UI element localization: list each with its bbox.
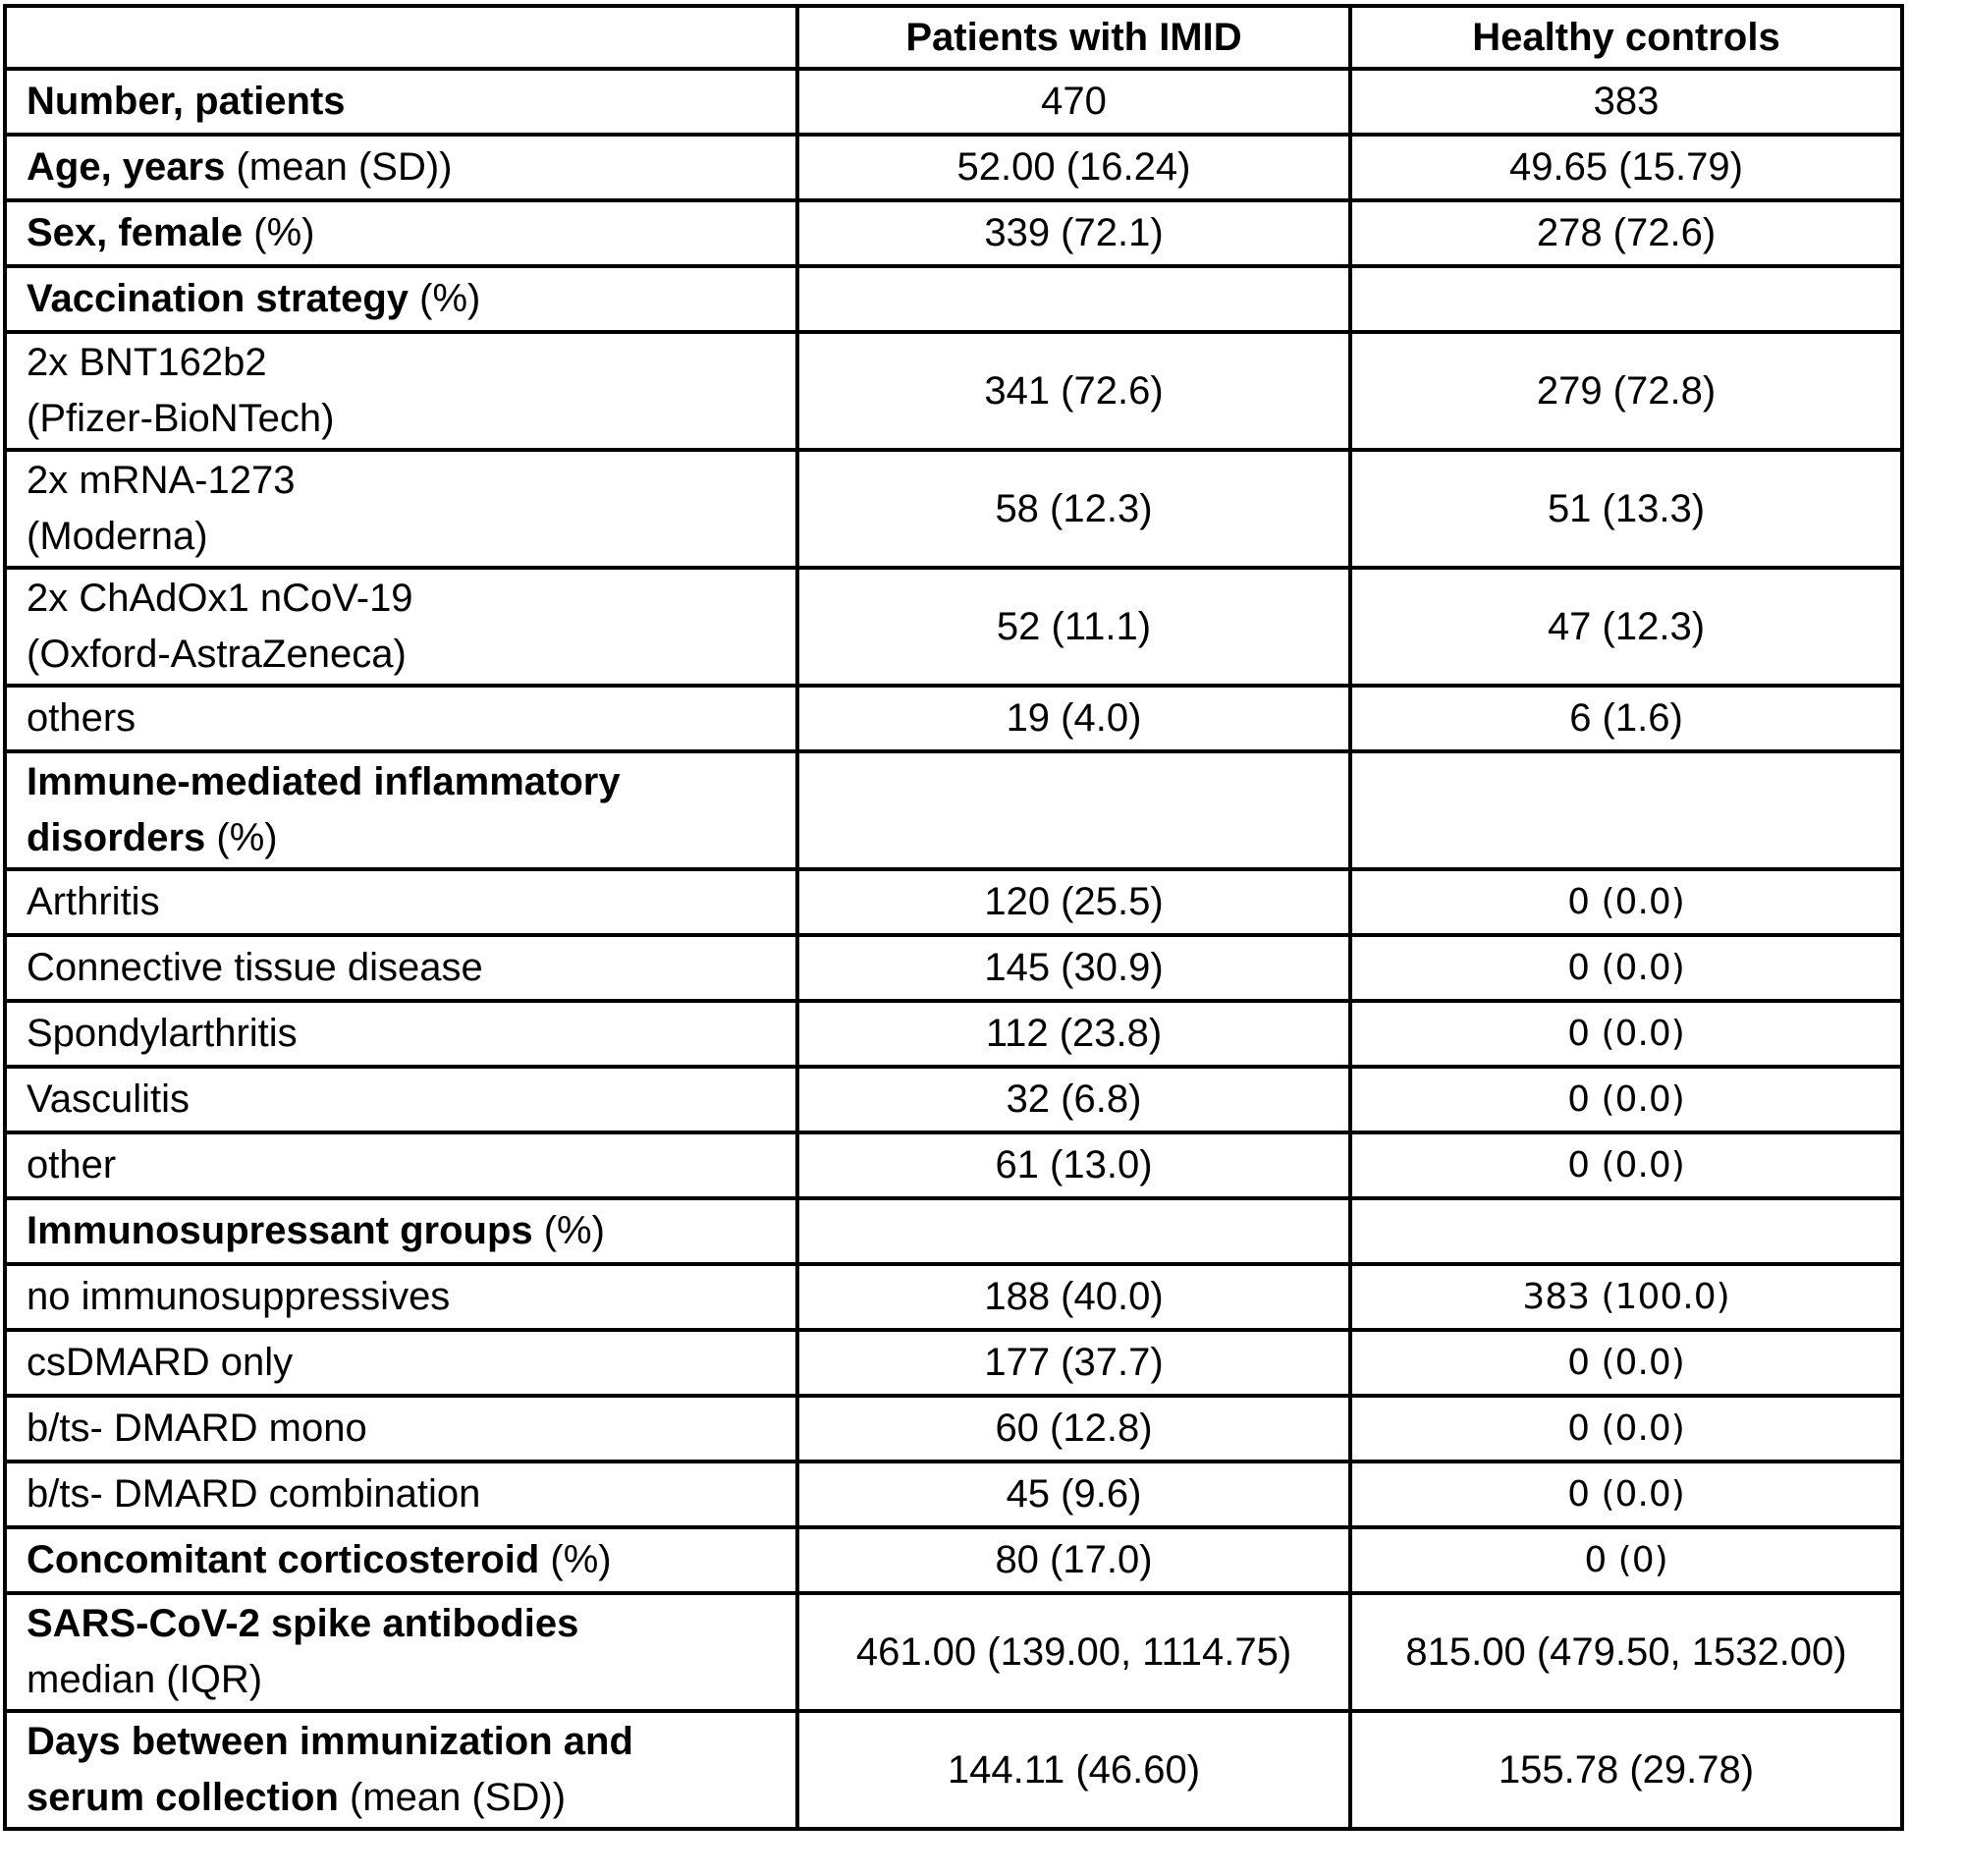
imid-value-cell: 32 (6.8) [797,1067,1350,1132]
hc-value-cell: 279 (72.8) [1350,332,1902,450]
hc-value-cell: 383 (100.0) [1350,1264,1902,1330]
row-label-bold-text: Days between immunization and [27,1720,633,1763]
row-label-bold-text: Vaccination strategy [27,277,409,320]
hc-value-cell: 6 (1.6) [1350,686,1902,751]
row-label-text: b/ts- DMARD combination [27,1472,481,1516]
imid-value-cell: 45 (9.6) [797,1462,1350,1527]
table-row [5,135,1902,200]
table-row [5,1593,1902,1711]
row-label-text: median (IQR) [27,1658,263,1701]
table-row [5,568,1902,686]
header-patients-with-imid: Patients with IMID [797,6,1350,69]
header-row [5,6,1902,69]
row-label-cell [5,1132,797,1198]
row-label-text: (Moderna) [27,515,208,558]
table-row [5,266,1902,332]
imid-value-cell: 177 (37.7) [797,1330,1350,1396]
hc-value-cell [1350,751,1902,869]
row-label-bold-text: serum collection [27,1776,339,1819]
hc-value-cell: 0 (0.0) [1350,935,1902,1001]
row-label-bold-text: Number, patients [27,80,346,123]
imid-value-cell: 145 (30.9) [797,935,1350,1001]
table-row [5,69,1902,135]
hc-value-cell: 47 (12.3) [1350,568,1902,686]
table-row [5,1132,1902,1198]
row-label-text: (Oxford-AstraZeneca) [27,633,407,676]
imid-value-cell [797,751,1350,869]
hc-value-cell: 0 (0.0) [1350,1330,1902,1396]
hc-value-cell: 155.78 (29.78) [1350,1711,1902,1829]
row-label-text: (mean (SD)) [225,145,453,189]
row-label-cell [5,1462,797,1527]
imid-value-cell: 61 (13.0) [797,1132,1350,1198]
row-label-text: 2x BNT162b2 [27,341,267,384]
table-row [5,332,1902,450]
hc-value-cell: 0 (0.0) [1350,1396,1902,1462]
imid-value-cell [797,1198,1350,1264]
row-label-cell [5,1396,797,1462]
row-label-cell [5,751,797,869]
imid-value-cell: 19 (4.0) [797,686,1350,751]
row-label-cell [5,1001,797,1067]
table-row [5,1264,1902,1330]
imid-value-cell: 144.11 (46.60) [797,1711,1350,1829]
hc-value-cell: 0 (0.0) [1350,869,1902,935]
hc-value-cell: 0 (0.0) [1350,1001,1902,1067]
table-row [5,935,1902,1001]
row-label-cell [5,1198,797,1264]
row-label-text: (mean (SD)) [338,1776,567,1819]
imid-value-cell: 470 [797,69,1350,135]
row-label-text: b/ts- DMARD mono [27,1407,367,1450]
row-label-cell [5,450,797,568]
table-row [5,1198,1902,1264]
row-label-text: csDMARD only [27,1341,294,1384]
table-row [5,686,1902,751]
imid-value-cell: 120 (25.5) [797,869,1350,935]
table-row [5,1711,1902,1829]
table-row [5,1462,1902,1527]
row-label-cell [5,935,797,1001]
imid-value-cell: 58 (12.3) [797,450,1350,568]
row-label-cell [5,1330,797,1396]
row-label-cell [5,1067,797,1132]
row-label-text: 2x mRNA-1273 [27,459,296,502]
table-row [5,1067,1902,1132]
row-label-text: no immunosuppressives [27,1275,451,1318]
header-healthy-controls: Healthy controls [1350,6,1902,69]
row-label-text: 2x ChAdOx1 nCoV-19 [27,577,413,620]
table-row [5,869,1902,935]
row-label-text: (%) [539,1538,612,1581]
row-label-cell [5,266,797,332]
hc-value-cell: 278 (72.6) [1350,200,1902,266]
row-label-text: Connective tissue disease [27,946,483,989]
table-row [5,1396,1902,1462]
row-label-cell [5,69,797,135]
hc-value-cell: 49.65 (15.79) [1350,135,1902,200]
imid-value-cell: 60 (12.8) [797,1396,1350,1462]
imid-value-cell: 461.00 (139.00, 1114.75) [797,1593,1350,1711]
row-label-bold-text: Concomitant corticosteroid [27,1538,540,1581]
imid-value-cell: 339 (72.1) [797,200,1350,266]
hc-value-cell [1350,1198,1902,1264]
table-row [5,200,1902,266]
row-label-text: (%) [205,816,278,859]
row-label-cell [5,686,797,751]
hc-value-cell: 0 (0.0) [1350,1132,1902,1198]
row-label-cell [5,332,797,450]
header-empty-cell [5,6,797,69]
patient-characteristics-table [3,4,1904,1831]
imid-value-cell: 341 (72.6) [797,332,1350,450]
hc-value-cell: 383 [1350,69,1902,135]
row-label-text: Vasculitis [27,1077,190,1121]
row-label-bold-text: Immune-mediated inflammatory [27,760,621,803]
imid-value-cell: 80 (17.0) [797,1527,1350,1593]
row-label-bold-text: Age, years [27,145,226,189]
row-label-text: (%) [409,277,481,320]
table-row [5,751,1902,869]
row-label-text: (%) [532,1209,605,1252]
hc-value-cell: 51 (13.3) [1350,450,1902,568]
row-label-bold-text: Sex, female [27,211,244,254]
row-label-cell [5,135,797,200]
imid-value-cell: 112 (23.8) [797,1001,1350,1067]
table-row [5,1527,1902,1593]
table-row [5,1001,1902,1067]
row-label-bold-text: Immunosupressant groups [27,1209,533,1252]
row-label-text: Spondylarthritis [27,1012,298,1055]
row-label-text: Arthritis [27,880,160,923]
imid-value-cell: 188 (40.0) [797,1264,1350,1330]
row-label-cell [5,1593,797,1711]
table-row [5,450,1902,568]
row-label-cell [5,200,797,266]
row-label-cell [5,1711,797,1829]
hc-value-cell [1350,266,1902,332]
row-label-cell [5,1264,797,1330]
row-label-text: (%) [243,211,315,254]
table-body [5,69,1902,1829]
row-label-cell [5,568,797,686]
row-label-text: others [27,696,136,740]
imid-value-cell: 52.00 (16.24) [797,135,1350,200]
row-label-text: other [27,1143,117,1186]
imid-value-cell [797,266,1350,332]
hc-value-cell: 815.00 (479.50, 1532.00) [1350,1593,1902,1711]
row-label-cell [5,869,797,935]
row-label-bold-text: disorders [27,816,206,859]
row-label-bold-text: SARS-CoV-2 spike antibodies [27,1602,579,1645]
row-label-text: (Pfizer-BioNTech) [27,397,335,440]
hc-value-cell: 0 (0) [1350,1527,1902,1593]
hc-value-cell: 0 (0.0) [1350,1462,1902,1527]
imid-value-cell: 52 (11.1) [797,568,1350,686]
hc-value-cell: 0 (0.0) [1350,1067,1902,1132]
row-label-cell [5,1527,797,1593]
table-row [5,1330,1902,1396]
